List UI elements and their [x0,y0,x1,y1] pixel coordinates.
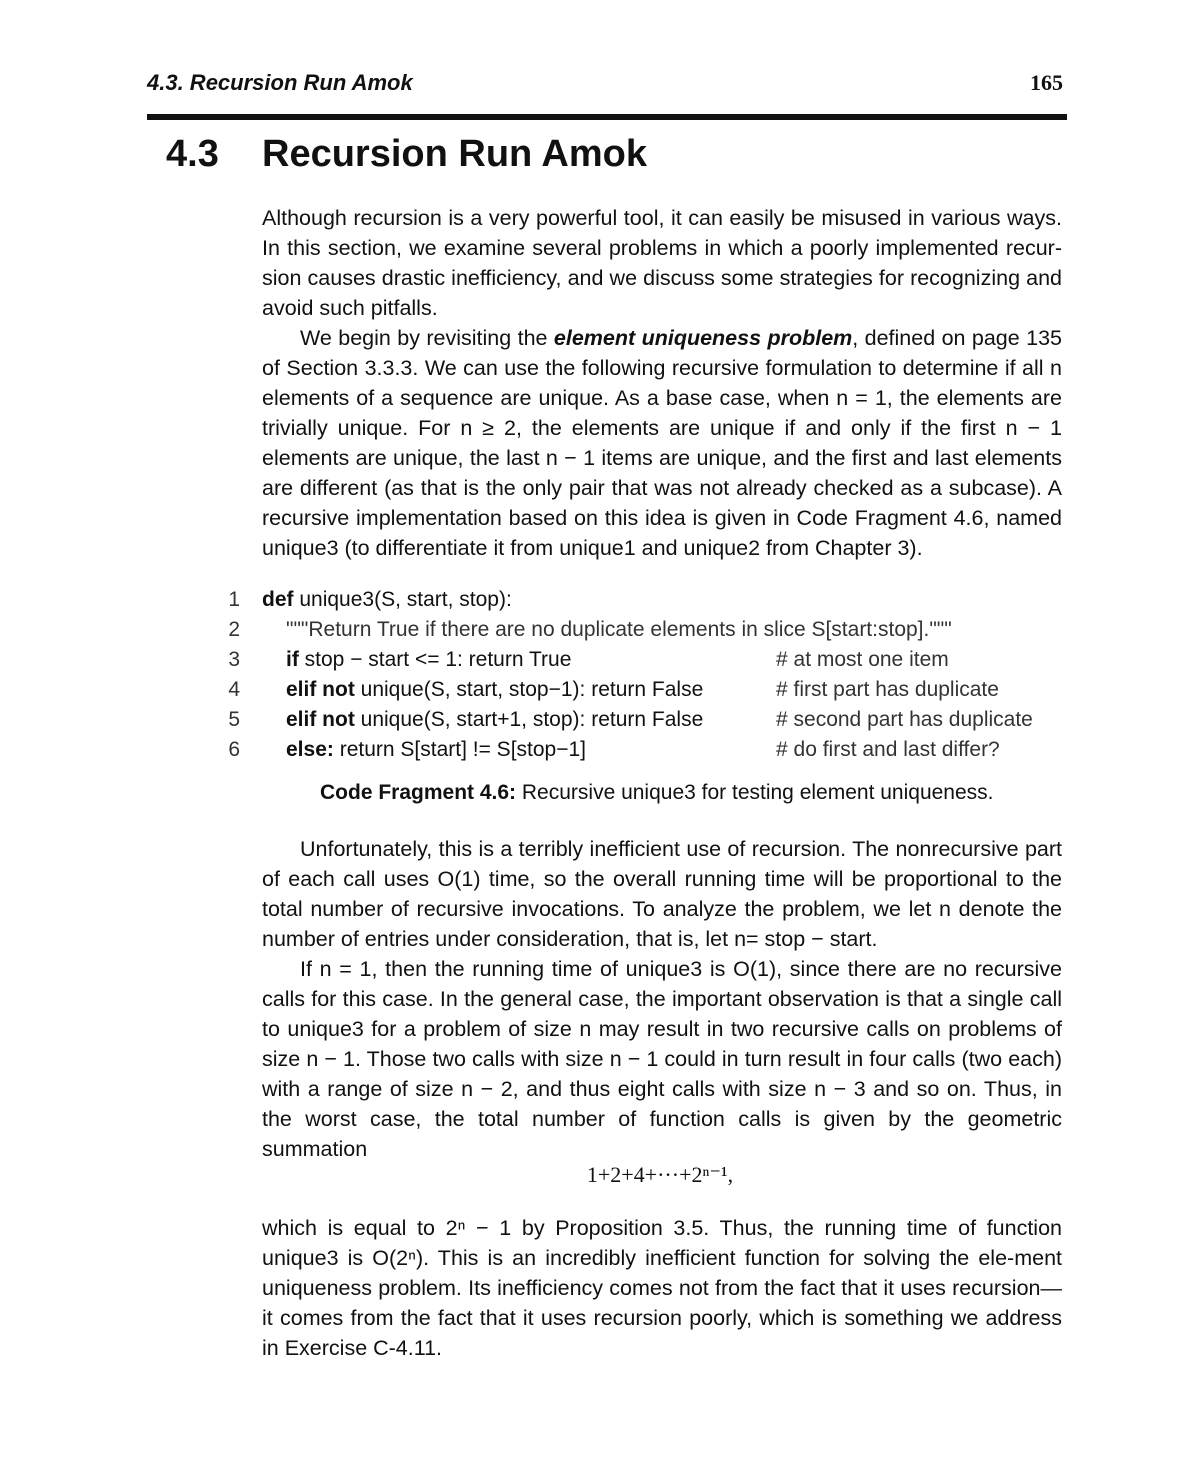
line-number: 1 [228,588,240,611]
code-statement [286,615,952,645]
code-statement [286,675,703,705]
code-keyword: def [262,588,294,611]
code-comment: # do first and last differ? [776,738,1000,761]
code-keyword: else: [286,738,334,761]
section-number: 4.3 [166,133,219,175]
code-keyword: elif not [286,678,355,701]
paragraph-intro: Although recursion is a very powerful tool, it can easily be misused in various ways. In this section, we examine several problems in which a poorly implemented recur-sion causes drastic inefficiency, and we discuss some strategies for recognizing and avoid such pitfalls. [262,206,1062,320]
paragraph-text: , defined on page 135 of Section 3.3.3. We can use the following recursive formulation to determine if all n elements of a sequence are unique. As a base case, when n = 1, the elements are trivially unique. For n ≥ 2, the elements are unique if and only if the first n − 1 elements are unique, the last n − 1 items are unique, and the first and last elements are different (as that is the only pair that was not already checked as a subcase). A recursive implementation based on this idea is given in Code Fragment 4.6, named unique3 (to differentiate it from unique1 and unique2 from Chapter 3). [262,326,1063,560]
code-line [224,585,1084,615]
code-statement [286,705,703,735]
line-number: 2 [228,618,240,641]
code-comment: # first part has duplicate [776,678,999,701]
line-number: 3 [228,648,240,671]
code-body: return S[start] != S[stop−1] [333,738,586,761]
code-line [224,645,1084,675]
code-body: stop − start <= 1: return True [298,648,572,671]
paragraph-element-uniqueness [262,323,1062,563]
paragraph-text: We begin by revisiting the [300,326,554,350]
line-number: 5 [228,708,240,731]
code-line [224,705,1084,735]
code-statement [262,585,512,615]
code-statement [286,645,571,675]
paragraph-analysis: If n = 1, then the running time of unique3 is O(1), since there are no recursive calls for this case. In the general case, the important observation is that a single call to unique3 for a problem of size n may result in two recursive calls on problems of size n − 1. Those two calls with size n − 1 could in turn result in four calls (two each) with a range of size n − 2, and thus eight calls with size n − 3 and so on. Thus, in the worst case, the total number of function calls is given by the geometric summation [262,957,1062,1161]
running-header-title: 4.3. Recursion Run Amok [147,70,413,95]
header-rule [147,114,1067,120]
code-line [224,615,1084,645]
code-body: unique(S, start+1, stop): return False [354,708,704,731]
page-number: 165 [1030,70,1063,95]
code-body: """Return True if there are no duplicate elements in slice S[start:stop].""" [286,618,952,641]
code-line [224,675,1084,705]
paragraph-inefficiency: Unfortunately, this is a terribly inefficient use of recursion. The nonrecursive part of each call uses O(1) time, so the overall running time will be proportional to the total number of recursive invocations. To analyze the problem, we let n denote the number of entries under consideration, that is, let n= stop − start. [262,837,1062,951]
section-title: Recursion Run Amok [262,133,647,175]
code-fragment [224,585,1084,765]
caption-text: Recursive unique3 for testing element uniqueness. [516,781,994,804]
code-line [224,735,1084,765]
code-body: unique(S, start, stop−1): return False [354,678,704,701]
code-statement [286,735,586,765]
geometric-summation: 1+2+4+···+2ⁿ⁻¹, [586,1162,734,1187]
code-caption [320,781,994,805]
code-comment: # at most one item [776,648,949,671]
line-number: 6 [228,738,240,761]
code-body: unique3(S, start, stop): [293,588,512,611]
code-comment: # second part has duplicate [776,708,1033,731]
term-element-uniqueness: element uniqueness problem [553,326,853,350]
caption-label: Code Fragment 4.6: [320,781,517,804]
code-keyword: if [286,648,299,671]
paragraph-conclusion: which is equal to 2ⁿ − 1 by Proposition 3.5. Thus, the running time of function unique3 is O(2ⁿ). This is an incredibly inefficient function for solving the ele-ment uniqueness problem. Its inefficiency comes not from the fact that it uses recursion—it comes from the fact that it uses recursion poorly, which is something we address in Exercise C-4.11. [262,1216,1062,1360]
code-keyword: elif not [286,708,355,731]
line-number: 4 [228,678,240,701]
